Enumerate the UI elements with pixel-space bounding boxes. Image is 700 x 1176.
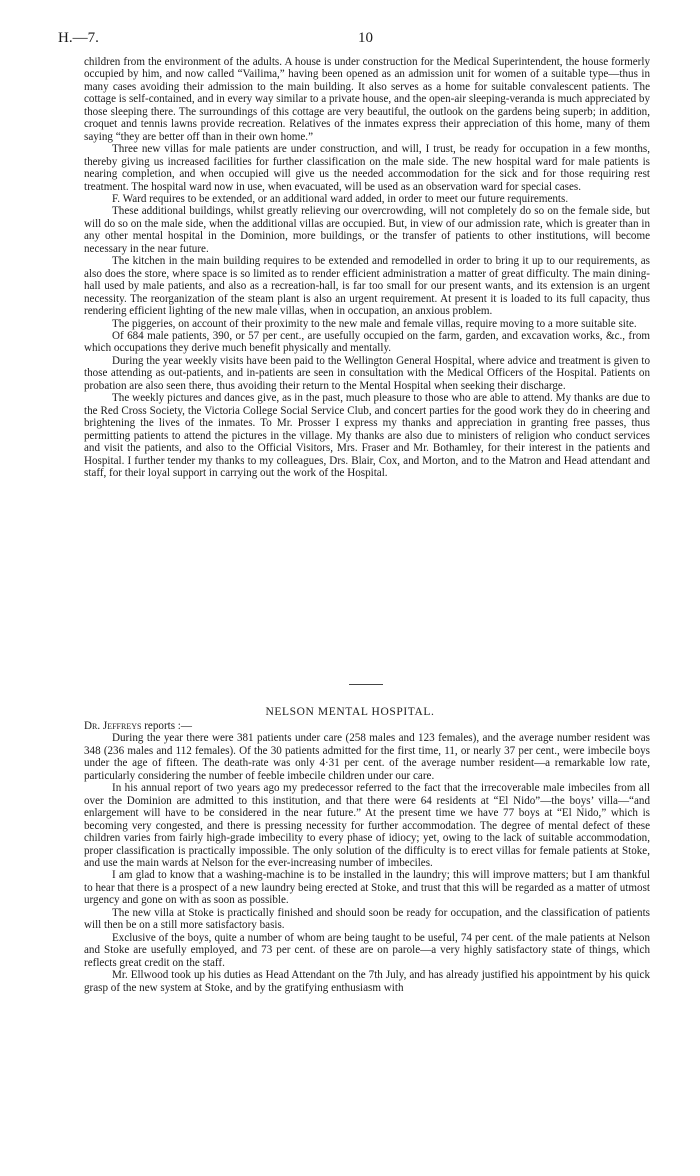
paragraph: Three new villas for male patients are under construction, and will, I trust, be ready for occupation in a few months, thereby giving us increased facilities for further classification on the male side. The new hospital ward for male patients is nearing completion, and when occupied will give us the needed accommodation for the sick and for those requiring rest treatment. The hospital ward now in use, when evacuated, will be used as an observation ward for special cases. [84, 143, 650, 193]
paragraph: I am glad to know that a washing-machine is to be installed in the laundry; this will improve matters; but I am thankful to hear that there is a prospect of a new laundry being erected at Stoke, and trust that this will be regarded as a matter of utmost urgency and gone on with as soon as possible. [84, 869, 650, 907]
paragraph: The weekly pictures and dances give, as in the past, much pleasure to those who are able to attend. My thanks are due to the Red Cross Society, the Victoria College Social Service Club, and concert parties for the good work they do in cheering and brightening the lives of the inmates. To Mr. Prosser I express my thanks and appreciation in granting free passes, thus permitting patients to attend the pictures in the village. My thanks are also due to ministers of religion who conduct services and visit the patients, and also to the Official Visitors, Mrs. Fraser and Mr. Bothamley, for their interest in the patients and Hospital. I further tender my thanks to my colleagues, Drs. Blair, Cox, and Morton, and to the Matron and Head attendant and staff, for their loyal support in carrying out the work of the Hospital. [84, 392, 650, 479]
reporter-name: Dr. Jeffreys [84, 720, 142, 732]
paragraph: The piggeries, on account of their proximity to the new male and female villas, require moving to a more suitable site. [112, 317, 637, 330]
paragraph: The new villa at Stoke is practically finished and should soon be ready for occupation, and the classification of patients will then be on a still more satisfactory basis. [84, 906, 650, 932]
paragraph: During the year there were 381 patients under care (258 males and 123 females), and the average number resident was 348 (236 males and 112 females). Of the 30 patients admitted for the first time, 11, or nearly 37 per cent., were imbecile boys under the age of fifteen. The death-rate was only 4·31 per cent. of the average number resident—a remarkable low rate, particularly considering the number of feeble imbecile children under our care. [84, 732, 650, 782]
paragraph: F. Ward requires to be extended, or an additional ward added, in order to meet our future requirements. [112, 192, 569, 205]
paragraph: children from the environment of the adults. A house is under construction for the Medical Superintendent, the house formerly occupied by him, and now called “Vailima,” having been opened as an admission unit for women of a suitable type—thus in many cases avoiding their admission to the main building. It also serves as a home for suitable convalescent patients. The cottage is self-contained, and in every way similar to a private house, and the open-air sleeping-veranda is much appreciated by those sleeping there. The surroundings of this cottage are very beautiful, the outlook on the gardens being superb; in addition, croquet and tennis lawns provide recreation. Relatives of the inmates express their appreciation of this home, many of them saying “they are better off than in their own home.” [84, 56, 650, 143]
paragraph: The kitchen in the main building requires to be extended and remodelled in order to bring it up to our requirements, as also does the store, where space is so limited as to render efficient administration a matter of great difficulty. The main dining-hall used by male patients, and also as a recreation-hall, is far too small for our present wants, and its extension is an urgent necessity. The reorganization of the steam plant is also an urgent requirement. At present it is loaded to its full capacity, thus rendering efficient lighting of the new male villas, when in occupation, an anxious problem. [84, 255, 650, 318]
wellington-report-continuation [84, 56, 650, 479]
paragraph: During the year weekly visits have been paid to the Wellington General Hospital, where advice and treatment is given to those attending as out-patients, and in-patients are seen in consultation with the Medical Officers of the Hospital. Patients on probation are also seen there, thus avoiding their return to the Mental Hospital when seeking their discharge. [84, 354, 650, 392]
nelson-report [84, 720, 650, 994]
page-number: 10 [358, 30, 373, 46]
report-reference: H.—7. [58, 30, 99, 46]
paragraph: Exclusive of the boys, quite a number of whom are being taught to be useful, 74 per cent. of the male patients at Nelson and Stoke are usefully employed, and 73 per cent. of these are on parole—a very highly satisfactory state of things, which reflects great credit on the staff. [84, 931, 650, 969]
paragraph: Of 684 male patients, 390, or 57 per cent., are usefully occupied on the farm, garden, and excavation works, &c., from which occupations they derive much benefit physically and mentally. [84, 329, 650, 355]
paragraph: In his annual report of two years ago my predecessor referred to the fact that the irrecoverable male imbeciles from all over the Dominion are admitted to this institution, and that there were 64 residents at “El Nido”—the boys’ villa—“and enlargement will have to be considered in the near future.” At the present time we have 77 boys at “El Nido,” which is becoming very congested, and there is pressing necessity for further accommodation. The degree of mental defect of these children varies from fairly high-grade imbecility to every phase of idiocy; yet, owing to the lack of suitable accommodation, proper classification is practically impossible. The only solution of the difficulty is to erect villas for female patients at Stoke, and use the main wards at Nelson for the ever-increasing number of imbeciles. [84, 782, 650, 869]
paragraph: Mr. Ellwood took up his duties as Head Attendant on the 7th July, and has already justified his appointment by his quick grasp of the new system at Stoke, and by the gratifying enthusiasm with [84, 969, 650, 994]
intro-text: reports :— [141, 720, 192, 732]
section-title: NELSON MENTAL HOSPITAL. [265, 706, 435, 718]
report-intro [84, 720, 650, 732]
section-divider [349, 684, 383, 685]
paragraph: These additional buildings, whilst greatly relieving our overcrowding, will not completely do so on the female side, but will do so on the male side, when the additional villas are occupied. But, in view of our admission rate, which is greater than in any other mental hospital in the Dominion, more buildings, or the transfer of patients to other institutions, will become necessary in the near future. [84, 205, 650, 255]
